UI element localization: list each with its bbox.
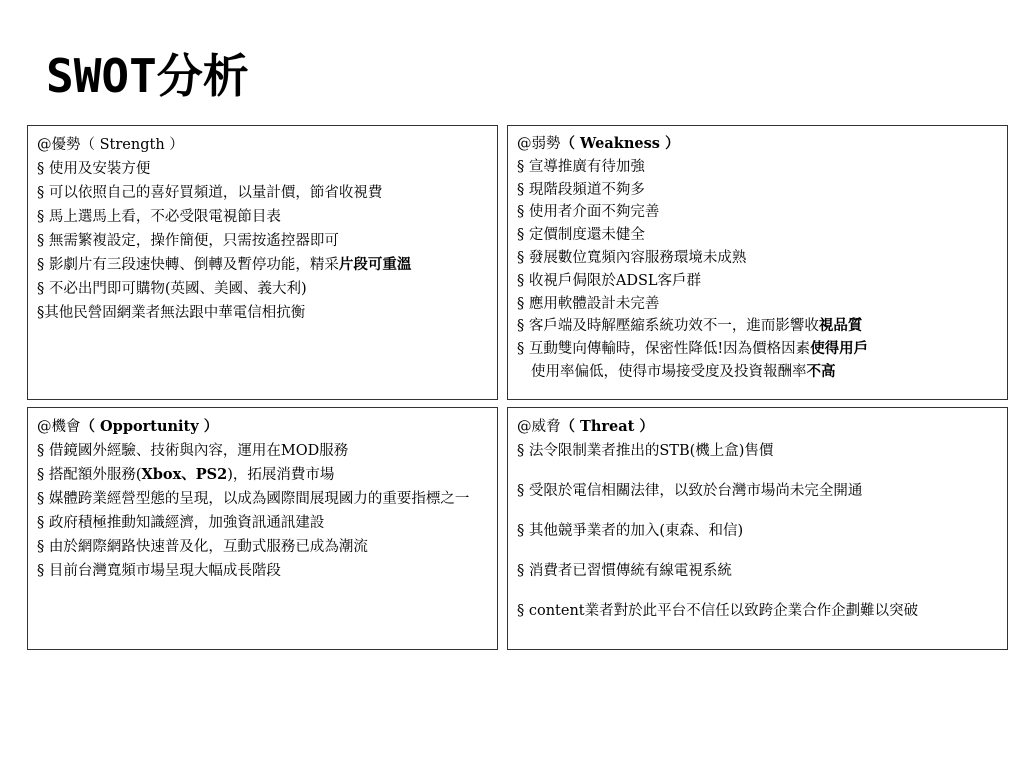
weakness-item: [517, 315, 999, 338]
strength-heading: [37, 133, 489, 157]
threat-item-text: § 消費者已習慣傳統有線電視系統: [517, 563, 732, 579]
weakness-item-text: § 使用者介面不夠完善: [517, 204, 660, 221]
strength-item-text: § 不必出門即可購物(英國、美國、義大利): [37, 281, 307, 297]
weakness-item-text: § 定價制度還未健全: [517, 227, 645, 244]
weakness-item-text: § 發展數位寬頻內容服務環境未成熟: [517, 249, 747, 266]
opportunity-heading-label: @機會: [37, 419, 81, 435]
opportunity-item: [37, 511, 489, 535]
opportunity-item: [37, 487, 489, 511]
weakness-item: [517, 224, 999, 247]
weakness-item: [517, 270, 999, 293]
opportunity-item-text: § 由於網際網路快速普及化，互動式服務已成為潮流: [37, 539, 368, 555]
strength-item: [37, 253, 489, 277]
strength-item: [37, 181, 489, 205]
opportunity-item-text-after: )，拓展消費市場: [227, 467, 335, 483]
weakness-item-text: § 宣導推廣有待加強: [517, 158, 645, 175]
weakness-item: [517, 201, 999, 224]
strength-item: [37, 277, 489, 301]
weakness-heading: [517, 133, 999, 156]
opportunity-item-emphasis: Xbox、PS2: [141, 466, 228, 483]
weakness-item-text: § 互動雙向傳輸時，保密性降低!因為價格因素: [517, 341, 811, 358]
weakness-item-emphasis: 使得用戶: [810, 340, 869, 358]
weakness-item: [517, 293, 999, 316]
weakness-item: [517, 338, 999, 361]
weakness-heading-label: @弱勢: [517, 136, 561, 152]
weakness-item-emphasis: 視品質: [818, 317, 863, 335]
opportunity-item-text: § 目前台灣寬頻市場呈現大幅成長階段: [37, 563, 281, 579]
weakness-item-text: § 現階段頻道不夠多: [517, 181, 645, 198]
weakness-item-text: § 收視戶侷限於ADSL客戶群: [517, 272, 702, 289]
threat-item: [517, 599, 999, 623]
opportunity-item: [37, 559, 489, 583]
strength-item: [37, 157, 489, 181]
threat-item-text: § 受限於電信相關法律，以致於台灣市場尚未完全開通: [517, 483, 863, 499]
strength-heading-en: （ Strength ）: [80, 137, 184, 153]
threat-item: [517, 519, 999, 543]
opportunity-heading: [37, 415, 489, 439]
weakness-item-emphasis: 不高: [806, 362, 836, 380]
threat-item: [517, 439, 999, 463]
weakness-item: [517, 156, 999, 179]
weakness-item-text: § 客戶端及時解壓縮系統功效不一，進而影響收: [517, 318, 819, 335]
threat-item: [517, 479, 999, 503]
weakness-item: [517, 247, 999, 270]
strength-item-text: § 可以依照自己的喜好買頻道，以量計價，節省收視費: [37, 185, 383, 201]
opportunity-item: [37, 535, 489, 559]
threat-item-text: § 其他競爭業者的加入(東森、和信): [517, 523, 744, 539]
opportunity-item-text: § 媒體跨業經營型態的呈現，以成為國際間展現國力的重要指標之一: [37, 491, 470, 507]
strength-heading-label: @優勢: [37, 137, 81, 153]
strength-item-text: § 使用及安裝方便: [37, 161, 151, 177]
threat-heading-en: （ Threat ）: [560, 418, 654, 435]
strength-item-text: §其他民營固網業者無法跟中華電信相抗衡: [37, 305, 306, 321]
strength-item-text: § 馬上選馬上看，不必受限電視節目表: [37, 209, 281, 225]
threat-heading: [517, 415, 999, 439]
strength-box: [27, 125, 498, 400]
opportunity-item-text: § 搭配額外服務(: [37, 467, 142, 483]
strength-item: [37, 205, 489, 229]
strength-item-emphasis: 片段可重溫: [338, 256, 412, 273]
weakness-item-text: § 應用軟體設計未完善: [517, 295, 660, 312]
threat-item-text: § content業者對於此平台不信任以致跨企業合作企劃難以突破: [517, 603, 919, 619]
strength-item: [37, 229, 489, 253]
threat-box: [507, 407, 1008, 650]
weakness-box: [507, 125, 1008, 400]
opportunity-item-text: § 政府積極推動知識經濟，加強資訊通訊建設: [37, 515, 325, 531]
threat-heading-label: @威脅: [517, 419, 561, 435]
strength-item-text: § 影劇片有三段速快轉、倒轉及暫停功能，精采: [37, 257, 339, 273]
threat-item: [517, 559, 999, 583]
strength-item-text: § 無需繁複設定，操作簡便，只需按遙控器即可: [37, 233, 339, 249]
threat-item-text: § 法令限制業者推出的STB(機上盒)售價: [517, 443, 774, 459]
strength-item: [37, 301, 489, 325]
opportunity-box: [27, 407, 498, 650]
page-title: SWOT分析: [46, 49, 249, 103]
opportunity-item-text: § 借鏡國外經驗、技術與內容，運用在MOD服務: [37, 443, 349, 459]
opportunity-heading-en: （ Opportunity ）: [80, 418, 219, 435]
weakness-item: [517, 179, 999, 202]
weakness-heading-en: （ Weakness ）: [560, 135, 680, 152]
weakness-item-text: 使用率偏低，使得市場接受度及投資報酬率: [531, 363, 807, 380]
opportunity-item: [37, 463, 489, 487]
opportunity-item: [37, 439, 489, 463]
weakness-item: [517, 361, 999, 384]
